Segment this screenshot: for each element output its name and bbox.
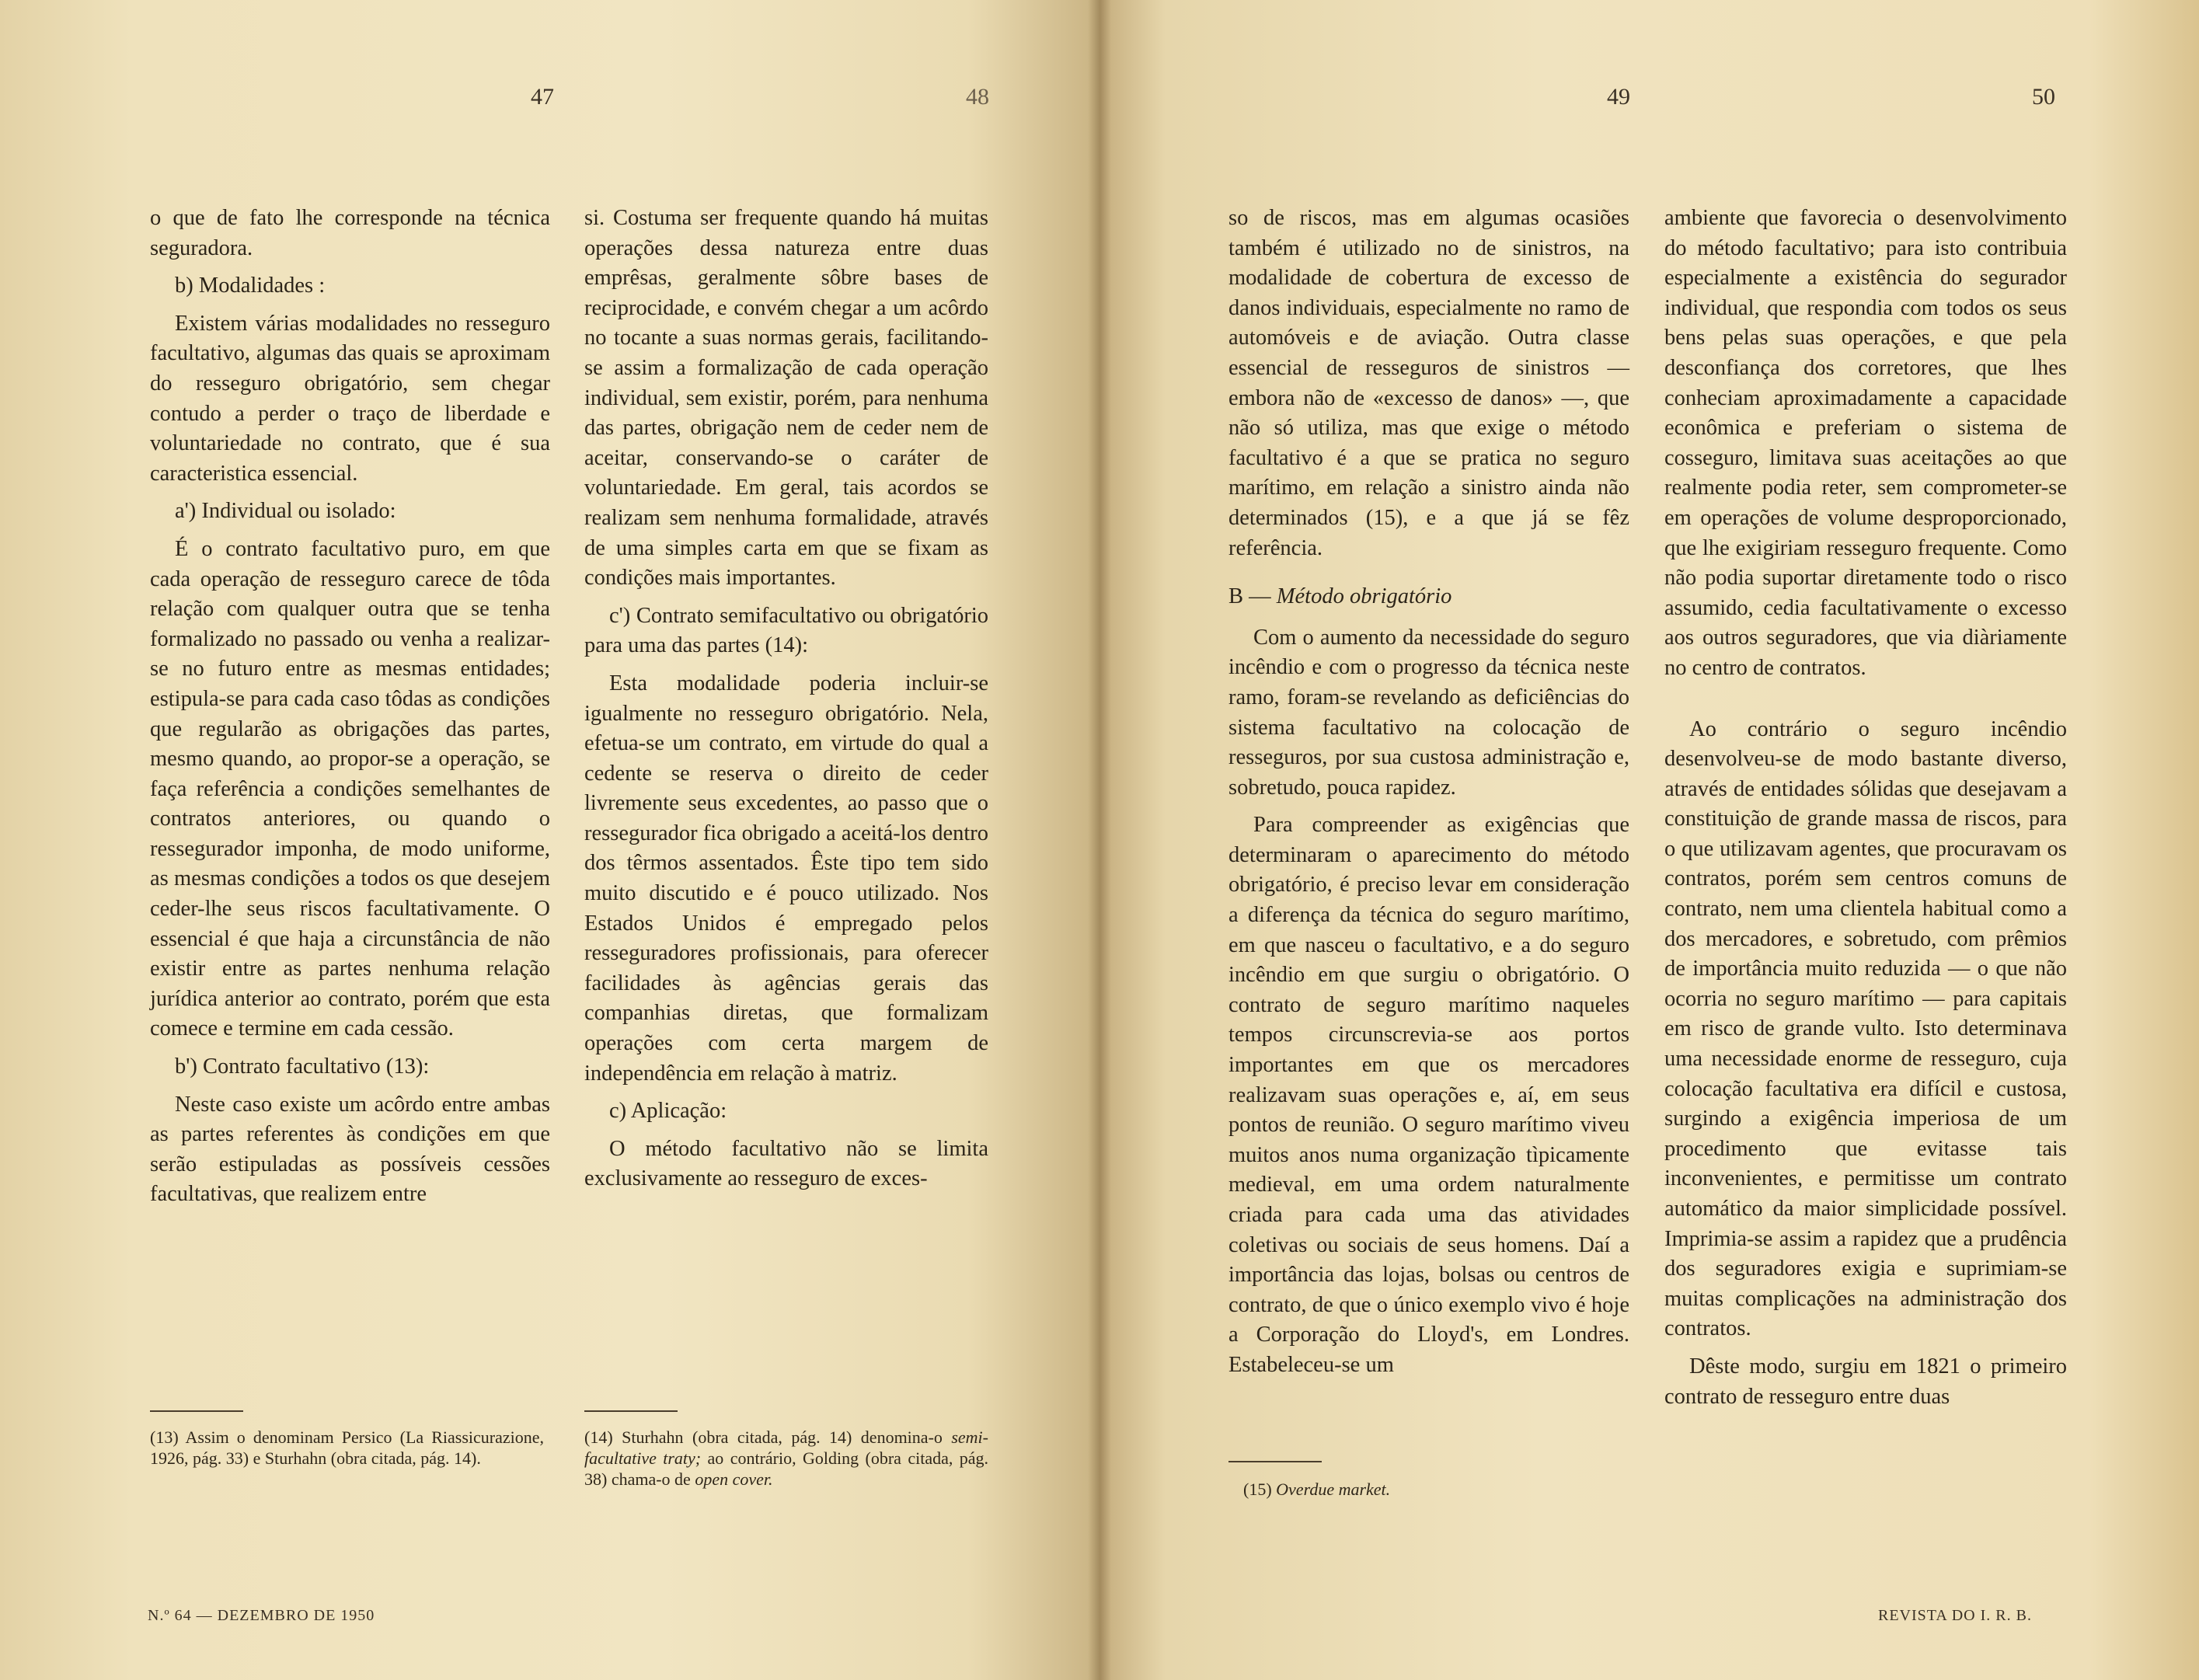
right-page xyxy=(1100,0,2199,1680)
paragraph: Com o aumento da necessidade do seguro incêndio e com o progresso da técnica neste ramo, foram-se revelando as deficiências do sistema facultativo na colocação de resseguros, por sua custosa administração e, sobretudo, pouca rapidez. xyxy=(1228,625,1629,800)
page-49-column xyxy=(1228,204,1629,1381)
section-heading: b) Modalidades : xyxy=(175,274,326,298)
paragraph: Dêste modo, surgiu em 1821 o primeiro contrato de resseguro entre duas xyxy=(1664,1354,2067,1409)
paragraph: Esta modalidade poderia incluir-se igualmente no resseguro obrigatório. Nela, efetua-se um contrato, em virtude do qual a cedente se reserva o direito de ceder livremente seus excedentes, ao passo que o ressegurador fica obrigado a aceitá-los dentro dos têrmos assentados. Êste tipo tem sido muito discutido e é pouco utilizado. Nos Estados Unidos é empregado pelos resseguradores profissionais, para oferecer facilidades às agências gerais das companhias diretas, que formalizam operações com certa margem de independência em relação à matriz. xyxy=(584,671,988,1086)
heading-label: B — xyxy=(1228,584,1277,609)
footnote-14 xyxy=(584,1427,988,1490)
footnote-italic: semi-facultative traty; xyxy=(584,1427,988,1468)
footnote-text: (15) xyxy=(1243,1480,1277,1499)
page-number-49: 49 xyxy=(1607,84,1630,110)
paragraph: Para compreender as exigências que determinaram o aparecimento do método obrigatório, é preciso levar em consideração a diferença da técnica do seguro marítimo, em que nasceu o facultativo, e a do seguro incêndio em que surgiu o obrigatório. O contrato de seguro marítimo naqueles tempos circunscrevia-se aos portos importantes em que os mercadores realizavam suas operações e, aí, em seus pontos de reunião. O seguro marítimo viveu muitos anos numa organização tìpicamente medieval, em uma ordem naturalmente criada para cada uma das atividades coletivas ou sociais de seus homens. Daí a importância das lojas, bolsas ou centros de contrato, de que o único exemplo vivo é hoje a Corporação do Lloyd's, em Londres. Estabeleceu-se um xyxy=(1228,813,1629,1377)
paragraph: O método facultativo não se limita exclusivamente ao resseguro de exces- xyxy=(584,1136,988,1191)
issue-footer: N.º 64 — DEZEMBRO DE 1950 xyxy=(148,1607,375,1624)
footnote-text: ao contrário, Golding (obra citada, pág. 38) chama-o de xyxy=(584,1448,989,1489)
footnote-rule xyxy=(584,1410,678,1412)
paragraph: ambiente que favorecia o desenvolvimento do método facultativo; para isto contribuia especialmente a existência do segurador individual, que respondia com todos os seus bens pelas suas operações, e que pela desconfiança dos corretores, que lhes conheciam aproximadamente a capacidade econômica e preferiam o sistema de cosseguro, limitava suas aceitações ao que realmente podia reter, sem comprometer-se em operações de volume desproporcionado, que lhe exigiriam resseguro frequente. Como não podia suportar diretamente todo o risco assumido, cedia facultativamente o excesso aos outros seguradores, que via diàriamente no centro de contratos. xyxy=(1664,206,2067,680)
footnote-13 xyxy=(150,1427,544,1469)
paragraph: Existem várias modalidades no resseguro facultativo, algumas das quais se aproximam do resseguro obrigatório, sem chegar contudo a perder o traço de liberdade e voluntariedade no contrato, que é sua caracteristica essencial. xyxy=(150,311,550,486)
footnote-rule xyxy=(150,1410,243,1412)
page-number-48: 48 xyxy=(966,84,989,110)
journal-footer: REVISTA DO I. R. B. xyxy=(1878,1607,2032,1624)
footnote-15 xyxy=(1243,1479,1616,1500)
paragraph: Neste caso existe um acôrdo entre ambas as partes referentes às condições em que serão estipuladas as possíveis cessões facultativas, que realizem entre xyxy=(150,1092,550,1207)
page-47-column xyxy=(150,204,550,1210)
footnote-text: (14) Sturhahn (obra citada, pág. 14) denomina-o xyxy=(584,1427,952,1447)
footnote-text: (13) Assim o denominam Persico (La Riassicurazione, 1926, pág. 33) e Sturhahn (obra citada, pág. 14). xyxy=(150,1427,544,1468)
section-heading xyxy=(1228,582,1629,612)
section-heading: a') Individual ou isolado: xyxy=(175,499,396,524)
paragraph: si. Costuma ser frequente quando há muitas operações dessa natureza entre duas emprêsas, geralmente sôbre bases de reciprocidade, e convém chegar a um acôrdo no tocante a suas normas gerais, facilitando-se assim a formalização de cada operação individual, sem existir, porém, para nenhuma das partes, obrigação nem de ceder nem de aceitar, conservando-se o caráter de voluntariedade. Em geral, tais acordos se realizam sem nenhuma formalidade, através de uma simples carta em que se fixam as condições mais importantes. xyxy=(584,206,988,591)
footnote-italic: open cover. xyxy=(695,1469,773,1489)
paragraph: É o contrato facultativo puro, em que cada operação de resseguro carece de tôda relação com qualquer outra que se tenha formalizado no passado ou venha a realizar-se no futuro entre as mesmas entidades; estipula-se para cada caso tôdas as condições que regularão as obrigações das partes, mesmo quando, ao propor-se a operação, se faça referência a condições semelhantes de contratos anteriores, ou quando o ressegurador imponha, de modo uniforme, as mesmas condições a todos os que desejem ceder-lhe seus riscos facultativamente. O essencial é que haja a circunstância de não existir entre as partes nenhuma relação jurídica anterior ao contrato, porém que esta comece e termine em cada cessão. xyxy=(150,536,550,1041)
paragraph: o que de fato lhe corresponde na técnica seguradora. xyxy=(150,206,550,260)
section-heading: c') Contrato semifacultativo ou obrigatório para uma das partes (14): xyxy=(584,603,988,658)
section-heading: c) Aplicação: xyxy=(609,1099,727,1124)
page-50-column xyxy=(1664,204,2067,1412)
section-heading: b') Contrato facultativo (13): xyxy=(175,1054,430,1079)
paragraph: so de riscos, mas em algumas ocasiões também é utilizado no de sinistros, na modalidade de cobertura de excesso de danos individuais, especialmente no ramo de automóveis e de aviação. Outra classe essencial de resseguros de sinistros — embora não de «excesso de danos» —, que não só utiliza, mas que exige o método facultativo é a que se pratica no seguro marítimo, em relação a sinistro ainda não determinados (15), e a que já se fêz referência. xyxy=(1228,206,1629,560)
paragraph: Ao contrário o seguro incêndio desenvolveu-se de modo bastante diverso, através de entidades sólidas que desejavam a constituição de grande massa de riscos, para o que utilizavam agentes, que procuravam os contratos, porém sem centros comuns de contrato, nem uma clientela habitual como a dos mercadores, e sobretudo, com prêmios de importância muito reduzida — o que não ocorria no seguro marítimo — para capitais em risco de grande vulto. Isto determinava uma necessidade enorme de resseguro, cuja colocação facultativa era difícil e custosa, surgindo a exigência imperiosa de um procedimento que evitasse tais inconvenientes, e permitisse um contrato automático da maior simplicidade possível. Imprimia-se assim a rapidez que a prudência dos seguradores exigia e suprimiam-se muitas complicações na administração dos contratos. xyxy=(1664,716,2067,1341)
footnote-rule xyxy=(1228,1461,1322,1462)
book-gutter xyxy=(1088,0,1111,1680)
page-number-50: 50 xyxy=(2032,84,2055,110)
page-48-column xyxy=(584,204,988,1194)
page-number-47: 47 xyxy=(531,84,554,110)
heading-title: Método obrigatório xyxy=(1276,584,1452,609)
footnote-italic: Overdue market. xyxy=(1276,1480,1391,1499)
